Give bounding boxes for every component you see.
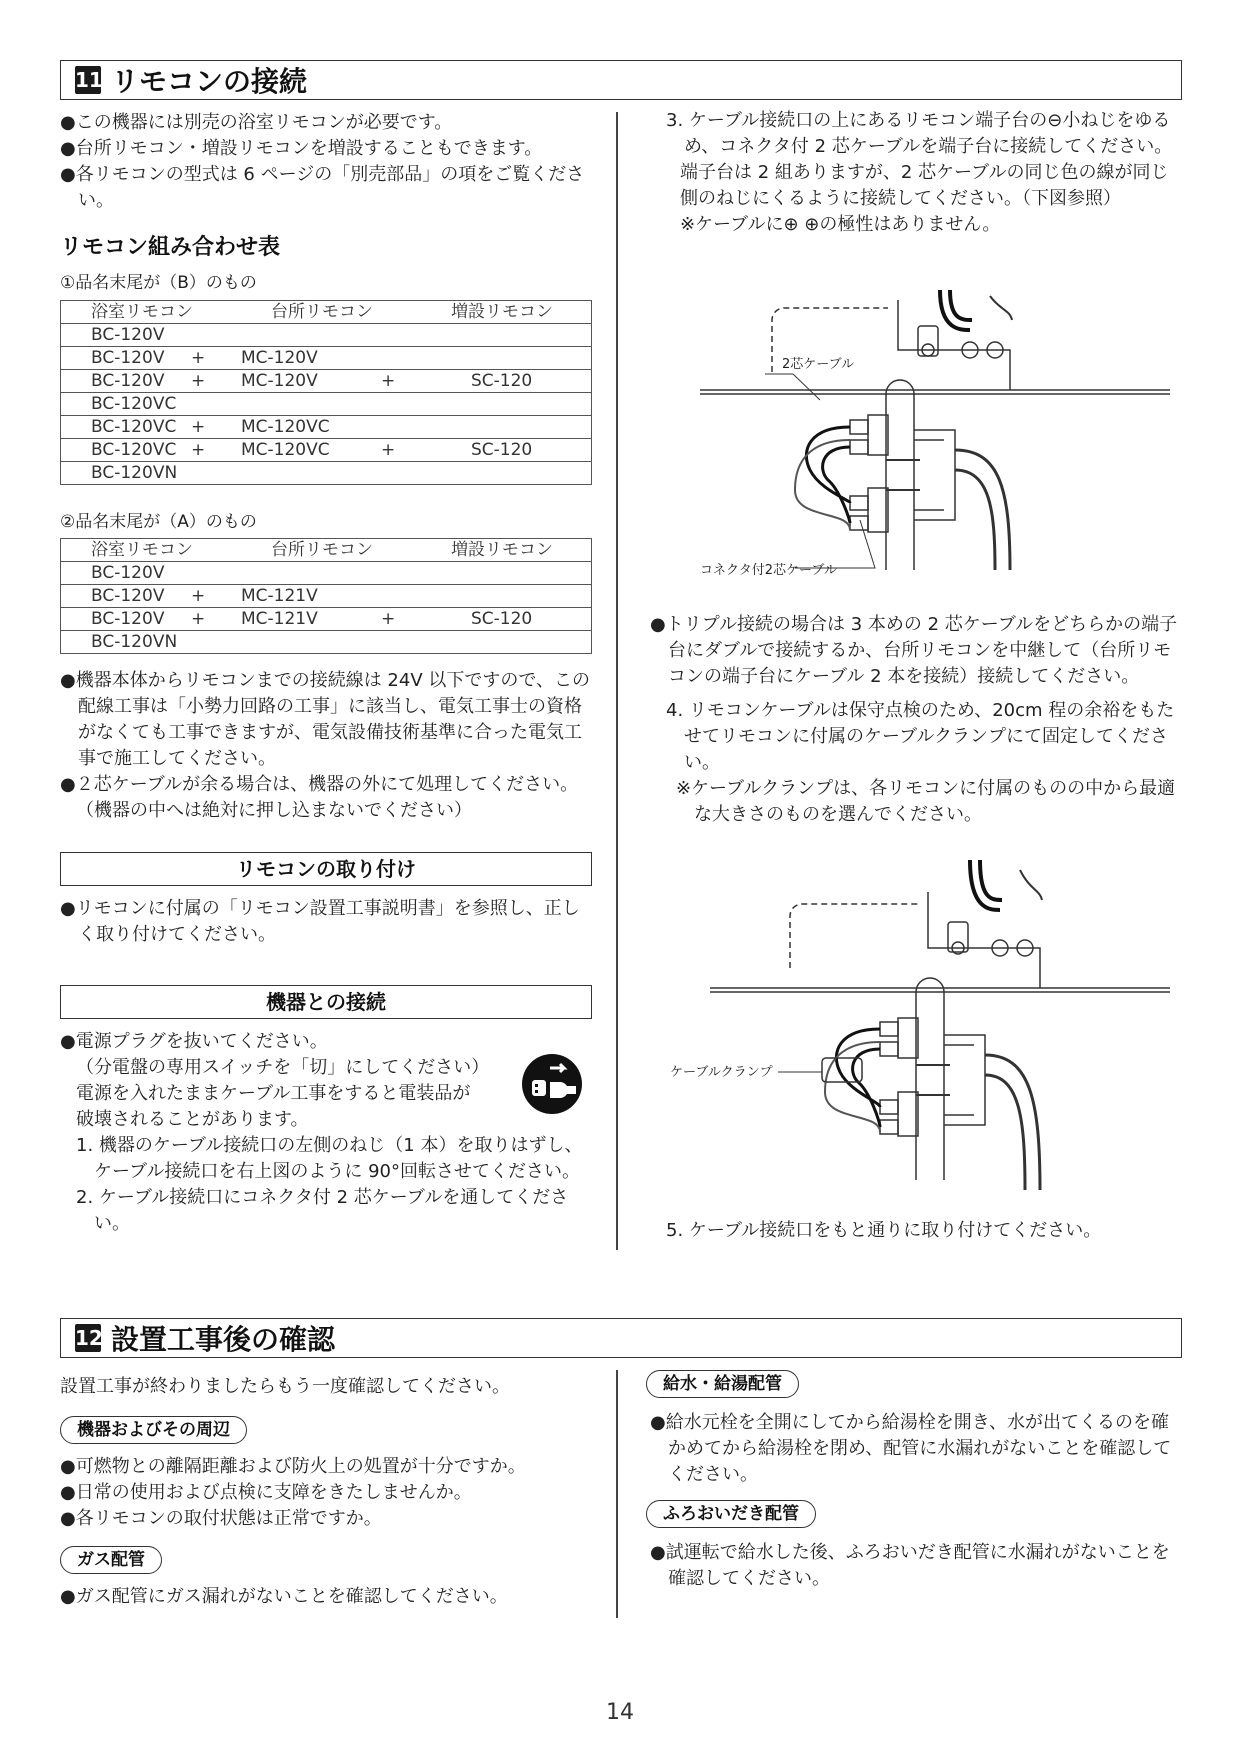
table-cell: BC-120VN xyxy=(91,463,178,483)
step-5-text: 5. ケーブル接続口をもと通りに取り付けてください。 xyxy=(666,1220,1102,1241)
table-cell: MC-120V xyxy=(241,371,318,391)
table-header-cell: 増設リモコン xyxy=(451,302,553,322)
table-cell: SC-120 xyxy=(471,609,533,629)
connect-line: （分電盤の専用スイッチを「切」にしてください） xyxy=(76,1057,490,1078)
table-cell: BC-120VN xyxy=(91,632,178,652)
wiring-note: ●２芯ケーブルが余る場合は、機器の外にて処理してください。 xyxy=(60,774,579,795)
table-cell: BC-120VC xyxy=(91,440,177,460)
table-row xyxy=(61,608,592,631)
connect-step-2: 2. ケーブル接続口にコネクタ付 2 芯ケーブルを通してください。 xyxy=(76,1187,569,1234)
water-label: 給水・給湯配管 xyxy=(646,1370,799,1398)
intro-list xyxy=(60,110,595,214)
table-row xyxy=(61,393,592,416)
table-cell: BC-120VC xyxy=(91,417,177,437)
wiring-note: （機器の中へは絶対に押し込まないでください） xyxy=(76,800,472,821)
table-row xyxy=(61,324,592,347)
connect-line: 破壊されることがあります。 xyxy=(76,1109,309,1130)
step-5-block xyxy=(650,1218,1182,1244)
wiring-note: ●機器本体からリモコンまでの接続線は 24V 以下ですので、この配線工事は「小勢力回路の工事」に該当し、電気工事士の資格がなくても工事できますが、電気設備技術基準に合った電気工事で施工してください。 xyxy=(60,670,591,769)
table-cell: + xyxy=(381,609,396,629)
table-cell: BC-120V xyxy=(91,563,165,583)
gas-label: ガス配管 xyxy=(60,1546,162,1574)
combo-table-b xyxy=(60,300,592,485)
table-cell: BC-120VC xyxy=(91,394,177,414)
table-header-cell: 浴室リモコン xyxy=(91,540,193,560)
step-3-text: 3. ケーブル接続口の上にあるリモコン端子台の⊖小ねじをゆるめ、コネクタ付 2 芯ケーブルを端子台に接続してください。 xyxy=(666,110,1173,157)
section-title: 設置工事後の確認 xyxy=(111,1323,336,1356)
reheat-item: ●試運転で給水した後、ふろおいだき配管に水漏れがないことを確認してください。 xyxy=(650,1542,1170,1589)
connect-heading: 機器との接続 xyxy=(60,985,592,1019)
step-4-block xyxy=(650,698,1182,828)
table-cell: + xyxy=(191,440,206,460)
confirm-intro: 設置工事が終わりましたらもう一度確認してください。 xyxy=(60,1376,510,1397)
diagram-label-2core-cable: 2芯ケーブル xyxy=(782,357,855,372)
table-header-cell: 浴室リモコン xyxy=(91,302,193,322)
section-number: 11 xyxy=(75,68,103,92)
surroundings-item: ●日常の使用および点検に支障をきたしませんか。 xyxy=(60,1482,472,1503)
column-divider xyxy=(616,112,618,1250)
section-12-header xyxy=(60,1318,1182,1358)
table-b-caption: ①品名末尾が（B）のもの xyxy=(60,273,257,293)
table-row xyxy=(61,585,592,608)
mount-heading: リモコンの取り付け xyxy=(60,852,592,886)
table-cell: + xyxy=(381,440,396,460)
table-cell: + xyxy=(381,371,396,391)
table-cell: + xyxy=(191,586,206,606)
table-cell: + xyxy=(191,417,206,437)
connect-block xyxy=(60,1029,595,1237)
water-item: ●給水元栓を全開にしてから給湯栓を開き、水が出てくるのを確かめてから給湯栓を閉め、配管に水漏れがないことを確認してください。 xyxy=(650,1412,1172,1485)
table-a-caption: ②品名末尾が（A）のもの xyxy=(60,512,257,532)
table-header-row xyxy=(61,539,592,562)
surroundings-label: 機器およびその周辺 xyxy=(60,1416,247,1444)
step-3-block xyxy=(650,108,1182,238)
table-cell: SC-120 xyxy=(471,371,533,391)
confirm-intro-block xyxy=(60,1374,600,1400)
table-row xyxy=(61,562,592,585)
diagram-label-cable-clamp: ケーブルクランプ xyxy=(670,1065,773,1080)
table-cell: + xyxy=(191,371,206,391)
section-11-header xyxy=(60,60,1182,100)
table-cell: SC-120 xyxy=(471,440,533,460)
intro-item: ●この機器には別売の浴室リモコンが必要です。 xyxy=(60,112,453,133)
mount-text: ●リモコンに付属の「リモコン設置工事説明書」を参照し、正しく取り付けてください。 xyxy=(60,898,580,945)
column-divider-bottom xyxy=(616,1370,618,1618)
table-cell: MC-120V xyxy=(241,348,318,368)
table-cell: BC-120V xyxy=(91,348,165,368)
surroundings-item: ●可燃物との離隔距離および防火上の処置が十分ですか。 xyxy=(60,1456,526,1477)
step-3-line2: 端子台は 2 組ありますが、2 芯ケーブルの同じ色の線が同じ側のねじにくるように接続してください。（下図参照） xyxy=(680,162,1169,209)
table-row xyxy=(61,631,592,654)
wiring-notes xyxy=(60,668,595,824)
table-row xyxy=(61,347,592,370)
connect-line: 電源を入れたままケーブル工事をすると電装品が xyxy=(76,1083,471,1104)
triple-connection-note: ●トリプル接続の場合は 3 本めの 2 芯ケーブルをどちらかの端子台にダブルで接続するか、台所リモコンを中継して（台所リモコンの端子台にケーブル 2 本を接続）接続してください。 xyxy=(650,614,1178,687)
table-row xyxy=(61,416,592,439)
page-number: 14 xyxy=(606,1700,634,1725)
section-title: リモコンの接続 xyxy=(111,65,308,98)
step-4-text: 4. リモコンケーブルは保守点検のため、20cm 程の余裕をもたせてリモコンに付属のケーブルクランプにて固定してください。 xyxy=(666,700,1175,773)
cable-clamp-diagram xyxy=(670,860,1170,1200)
combo-table-a xyxy=(60,538,592,654)
reheat-block xyxy=(650,1540,1182,1592)
combo-table-title: リモコン組み合わせ表 xyxy=(60,235,281,260)
table-cell: + xyxy=(191,609,206,629)
reheat-label: ふろおいだき配管 xyxy=(646,1500,816,1528)
mount-text-block xyxy=(60,896,595,948)
table-cell: BC-120V xyxy=(91,371,165,391)
intro-item: ●各リモコンの型式は 6 ページの「別売部品」の項をご覧ください。 xyxy=(60,164,585,211)
table-cell: + xyxy=(191,348,206,368)
connect-step-1: 1. 機器のケーブル接続口の左側のねじ（1 本）を取りはずし、ケーブル接続口を右上図のように 90°回転させてください。 xyxy=(76,1135,583,1182)
table-cell: MC-121V xyxy=(241,609,318,629)
connect-bullet: ●電源プラグを抜いてください。 xyxy=(60,1031,328,1052)
table-header-cell: 台所リモコン xyxy=(271,540,373,560)
intro-item: ●台所リモコン・増設リモコンを増設することもできます。 xyxy=(60,138,543,159)
table-header-cell: 台所リモコン xyxy=(271,302,373,322)
triple-block xyxy=(650,612,1182,690)
table-row xyxy=(61,439,592,462)
table-cell: MC-120VC xyxy=(241,440,330,460)
table-cell: BC-120V xyxy=(91,586,165,606)
table-row xyxy=(61,370,592,393)
gas-item: ●ガス配管にガス漏れがないことを確認してください。 xyxy=(60,1586,508,1607)
table-header-row xyxy=(61,301,592,324)
table-row xyxy=(61,462,592,485)
table-cell: MC-120VC xyxy=(241,417,330,437)
table-header-cell: 増設リモコン xyxy=(451,540,553,560)
section-number: 12 xyxy=(75,1326,103,1350)
diagram-label-connector-cable: コネクタ付2芯ケーブル xyxy=(700,563,837,578)
surroundings-list xyxy=(60,1454,600,1532)
gas-block xyxy=(60,1584,600,1610)
table-cell: MC-121V xyxy=(241,586,318,606)
unplug-warning-icon xyxy=(520,1052,584,1116)
step-4-note: ※ケーブルクランプは、各リモコンに付属のものの中から最適な大きさのものを選んでください。 xyxy=(676,778,1176,825)
surroundings-item: ●各リモコンの取付状態は正常ですか。 xyxy=(60,1508,382,1529)
table-cell: BC-120V xyxy=(91,325,165,345)
terminal-wiring-diagram xyxy=(700,290,1170,590)
table-cell: BC-120V xyxy=(91,609,165,629)
step-3-line3: ※ケーブルに⊕ ⊕の極性はありません。 xyxy=(680,214,1001,235)
water-block xyxy=(650,1410,1182,1488)
